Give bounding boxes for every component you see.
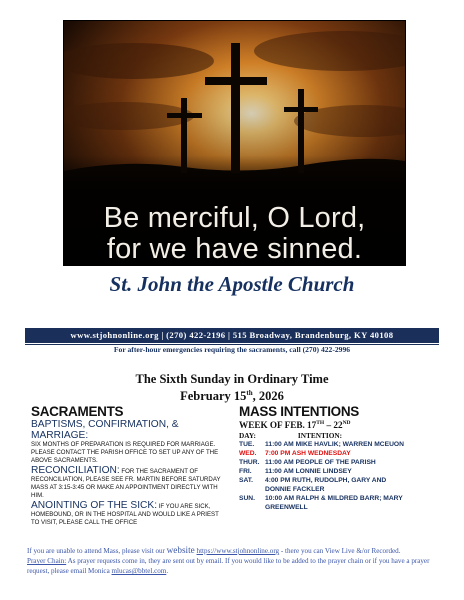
mass-intention: 11:00 AM LONNIE LINDSEY	[265, 468, 352, 476]
contact-bar: www.stjohnonline.org | (270) 422-2196 | 515 Broadway, Brandenburg, KY 40108	[25, 328, 439, 343]
note-website-word: website	[166, 545, 195, 555]
mass-rows	[239, 440, 449, 512]
emergency-notice: For after-hour emergencies requiring the sacraments, call (270) 422-2996	[113, 345, 351, 354]
sacraments-section	[31, 404, 226, 527]
mass-day: SAT.	[239, 477, 253, 485]
prayer-chain-label: Prayer Chain:	[27, 557, 67, 566]
date-sup: th	[246, 389, 253, 397]
footer-notes	[27, 545, 441, 577]
church-name: St. John the Apostle Church	[109, 272, 355, 296]
week-prefix: WEEK OF FEB. 17	[239, 420, 317, 431]
email-link[interactable]: mlucas@bbtel.com	[111, 567, 167, 576]
website-link[interactable]: https://www.stjohnonline.org	[196, 547, 280, 555]
anointing-body: IF YOU ARE SICK, HOMEBOUND, OR IN THE HOSPITAL AND WOULD LIKE A PRIEST TO VISIT, PLEASE CALL THE OFFICE	[31, 503, 219, 526]
mass-row	[239, 476, 449, 485]
anointing-heading: ANOINTING OF THE SICK:	[31, 500, 158, 511]
mass-day: FRI.	[239, 468, 252, 476]
sunday-heading	[0, 372, 464, 403]
baptisms-body: SIX MONTHS OF PREPARATION IS REQUIRED FOR MARRIAGE. PLEASE CONTACT THE PARISH OFFICE TO SET UP ANY OF THE ABOVE SACRAMENTS.	[31, 441, 219, 464]
mass-row	[239, 458, 449, 467]
date-suffix: , 2026	[252, 389, 284, 404]
mass-row	[239, 503, 449, 512]
mass-intention: 7:00 PM ASH WEDNESDAY	[265, 450, 351, 458]
mass-columns	[239, 431, 449, 440]
reconciliation-heading: RECONCILIATION:	[31, 465, 120, 476]
sacraments-title: SACRAMENTS	[31, 404, 124, 419]
mass-intention: 11:00 AM MIKE HAVLIK; WARREN MCEUON	[265, 441, 404, 449]
prayer-chain-end: .	[166, 567, 169, 576]
mass-intention: 11:00 AM PEOPLE OF THE PARISH	[265, 459, 376, 467]
mass-row	[239, 494, 449, 503]
week-sup-1: TH	[316, 420, 325, 426]
mass-intention: 10:00 AM RALPH & MILDRED BARR; MARY	[265, 495, 403, 503]
col-intention: INTENTION:	[297, 431, 343, 441]
mass-row	[239, 485, 449, 494]
mass-online-note	[27, 545, 441, 556]
hero-text-line-2: for we have sinned.	[106, 233, 363, 265]
hero-text-line-1: Be merciful, O Lord,	[103, 202, 366, 234]
reconciliation-paragraph	[31, 465, 226, 500]
col-day: DAY:	[239, 431, 256, 441]
mass-intention: 4:00 PM RUTH, RUDOLPH, GARY AND	[265, 477, 387, 485]
anointing-paragraph	[31, 500, 226, 527]
mass-row	[239, 449, 449, 458]
sunday-title: The Sixth Sunday in Ordinary Time	[135, 372, 329, 386]
mass-title: MASS INTENTIONS	[239, 404, 360, 419]
mass-row	[239, 467, 449, 476]
note-text: If you are unable to attend Mass, please visit our	[27, 547, 167, 555]
reconciliation-body: FOR THE SACRAMENT OF RECONCILIATION, PLEASE SEE FR. MARTIN BEFORE SATURDAY MASS AT 3:15-3:45 OR MAKE AN APPOINTMENT DIRECTLY WITH HIM.	[31, 468, 221, 499]
mass-intention: GREENWELL	[265, 504, 308, 512]
sunday-date	[0, 386, 464, 403]
week-mid: – 22	[324, 420, 343, 431]
mass-intentions-section	[239, 404, 449, 512]
date-prefix: February 15	[180, 389, 247, 404]
mass-row	[239, 440, 449, 449]
hero-image	[63, 20, 406, 266]
mass-day: THUR.	[239, 459, 260, 467]
mass-day: TUE.	[239, 441, 255, 449]
mass-intention: DONNIE FACKLER	[265, 486, 325, 494]
prayer-chain-note	[27, 556, 441, 576]
mass-day: SUN.	[239, 495, 255, 503]
mass-day: WED.	[239, 450, 257, 458]
prayer-chain-text: As prayer requests come in, they are sent out by email. If you would like to be added to the prayer chain or if you have a prayer request, please email Monica	[27, 557, 430, 576]
baptisms-heading: BAPTISMS, CONFIRMATION, & MARRIAGE:	[31, 419, 179, 441]
mass-week	[239, 420, 449, 430]
note-text-end: - there you can View Live &/or Recorded.	[279, 547, 401, 555]
week-sup-2: ND	[342, 420, 351, 426]
